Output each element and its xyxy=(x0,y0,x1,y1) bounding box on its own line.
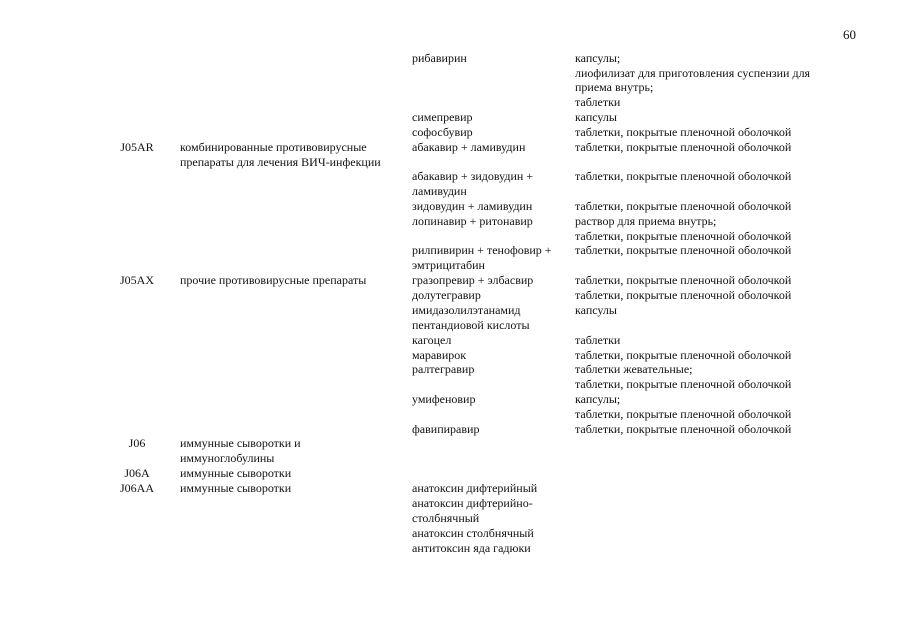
dosage-form: таблетки, покрытые пленочной оболочкой xyxy=(575,199,792,213)
drug-name: рилпивирин + тенофовир + xyxy=(412,243,552,257)
drug-name: симепревир xyxy=(412,110,473,124)
dosage-form: таблетки, покрытые пленочной оболочкой xyxy=(575,140,792,154)
dosage-form: таблетки, покрытые пленочной оболочкой xyxy=(575,273,792,287)
atc-code: J05AR xyxy=(120,140,154,154)
dosage-form: таблетки, покрытые пленочной оболочкой xyxy=(575,229,792,243)
drug-name: маравирок xyxy=(412,348,467,362)
group-name: прочие противовирусные препараты xyxy=(180,273,367,287)
drug-name: зидовудин + ламивудин xyxy=(412,199,533,213)
drug-name: гразопревир + элбасвир xyxy=(412,273,534,287)
dosage-form: капсулы xyxy=(575,303,617,317)
page-number: 60 xyxy=(843,27,856,42)
drug-name: эмтрицитабин xyxy=(412,258,485,272)
group-name: иммунные сыворотки xyxy=(180,481,292,495)
dosage-form: таблетки, покрытые пленочной оболочкой xyxy=(575,243,792,257)
dosage-form: таблетки xyxy=(575,95,621,109)
drug-name: долутегравир xyxy=(412,288,481,302)
dosage-form: таблетки, покрытые пленочной оболочкой xyxy=(575,348,792,362)
drug-name: софосбувир xyxy=(412,125,473,139)
dosage-form: приема внутрь; xyxy=(575,80,654,94)
atc-code: J06 xyxy=(128,436,146,450)
dosage-form: раствор для приема внутрь; xyxy=(575,214,717,228)
dosage-form: таблетки, покрытые пленочной оболочкой xyxy=(575,422,792,436)
drug-name: ламивудин xyxy=(412,184,467,198)
dosage-form: лиофилизат для приготовления суспензии для xyxy=(575,66,811,80)
dosage-form: таблетки, покрытые пленочной оболочкой xyxy=(575,125,792,139)
atc-code: J06A xyxy=(124,466,150,480)
atc-code: J06AA xyxy=(119,481,154,495)
drug-name: антитоксин яда гадюки xyxy=(412,541,531,555)
dosage-form: капсулы; xyxy=(575,51,621,65)
dosage-form: капсулы xyxy=(575,110,617,124)
dosage-form: таблетки, покрытые пленочной оболочкой xyxy=(575,288,792,302)
drug-name: фавипиравир xyxy=(412,422,480,436)
dosage-form: таблетки, покрытые пленочной оболочкой xyxy=(575,377,792,391)
group-name: иммунные сыворотки и xyxy=(180,436,301,450)
group-name: иммунные сыворотки xyxy=(180,466,292,480)
drug-name: столбнячный xyxy=(412,511,480,525)
atc-code: J05AX xyxy=(119,273,154,287)
group-name: иммуноглобулины xyxy=(180,451,275,465)
dosage-form: капсулы; xyxy=(575,392,621,406)
drug-name: имидазолилэтанамид xyxy=(412,303,521,317)
dosage-form: таблетки жевательные; xyxy=(575,362,693,376)
group-name: препараты для лечения ВИЧ-инфекции xyxy=(180,155,381,169)
drug-name: лопинавир + ритонавир xyxy=(412,214,533,228)
drug-name: абакавир + ламивудин xyxy=(412,140,526,154)
dosage-form: таблетки, покрытые пленочной оболочкой xyxy=(575,169,792,183)
drug-name: умифеновир xyxy=(412,392,476,406)
drug-name: анатоксин дифтерийный xyxy=(412,481,538,495)
drug-name: рибавирин xyxy=(412,51,467,65)
drug-name: кагоцел xyxy=(412,333,452,347)
drug-name: анатоксин дифтерийно- xyxy=(412,496,533,510)
drug-name: абакавир + зидовудин + xyxy=(412,169,534,183)
drug-name: ралтегравир xyxy=(412,362,475,376)
dosage-form: таблетки xyxy=(575,333,621,347)
group-name: комбинированные противовирусные xyxy=(180,140,367,154)
dosage-form: таблетки, покрытые пленочной оболочкой xyxy=(575,407,792,421)
drug-name: анатоксин столбнячный xyxy=(412,526,534,540)
drug-name: пентандиовой кислоты xyxy=(412,318,530,332)
